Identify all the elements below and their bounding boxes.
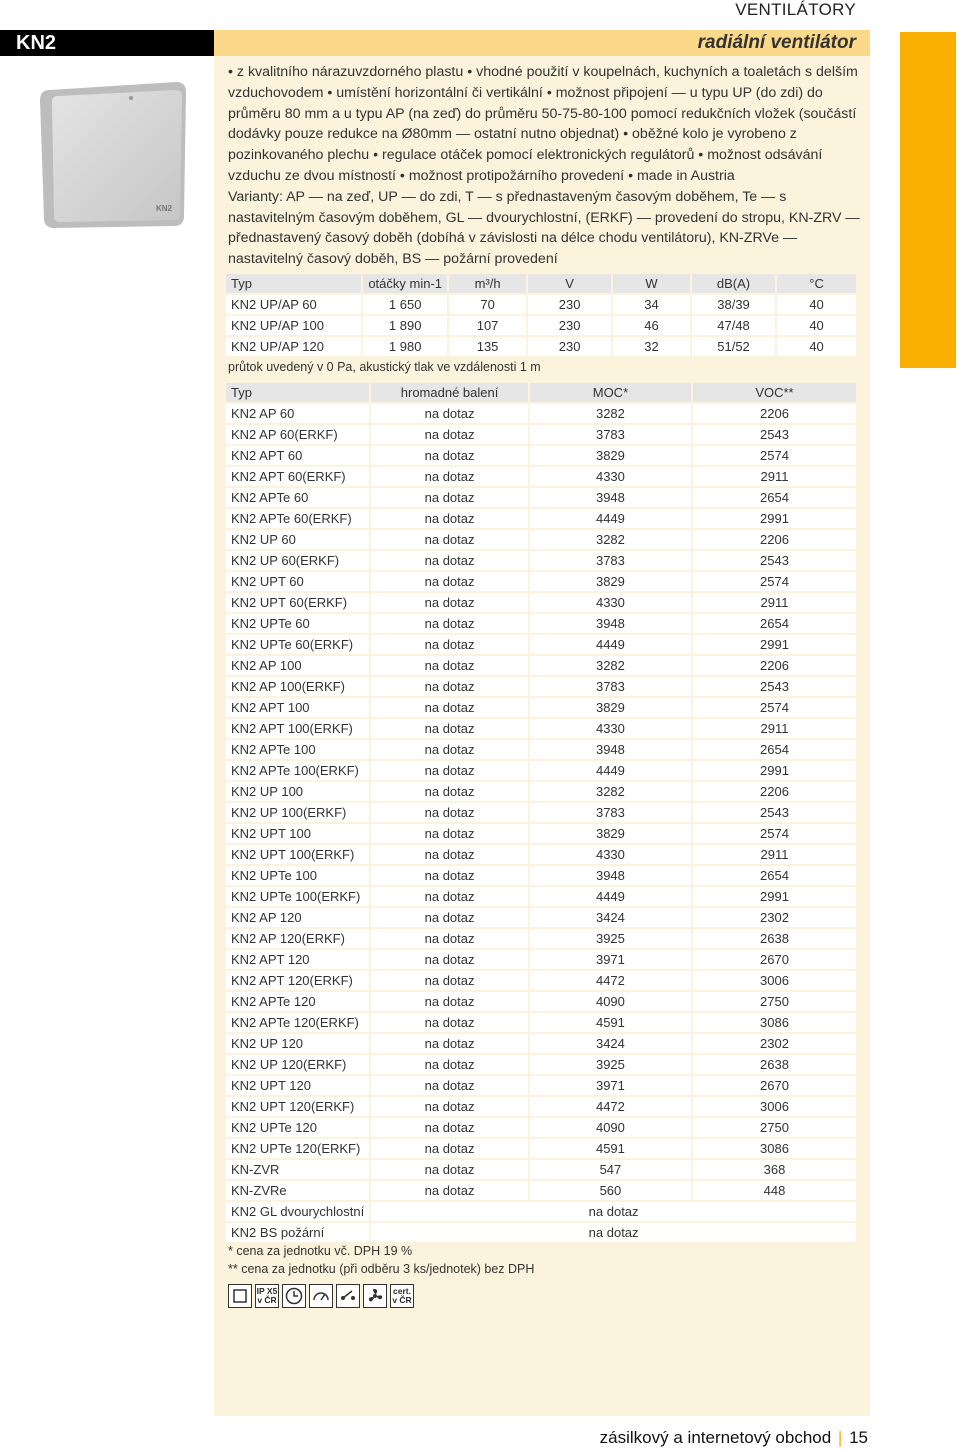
price-cell: 2206 bbox=[693, 782, 856, 801]
price-row bbox=[226, 1139, 856, 1158]
price-cell: 2574 bbox=[693, 446, 856, 465]
price-cell: 3424 bbox=[530, 1034, 693, 1053]
price-cell: 2911 bbox=[693, 719, 856, 738]
price-cell: na dotaz bbox=[371, 677, 530, 696]
price-cell: na dotaz bbox=[371, 992, 530, 1011]
price-cell: KN2 UP 100(ERKF) bbox=[226, 803, 371, 822]
price-cell: KN2 AP 100(ERKF) bbox=[226, 677, 371, 696]
price-cell: 2654 bbox=[693, 488, 856, 507]
price-body bbox=[226, 404, 856, 1242]
price-cell: 4330 bbox=[530, 467, 693, 486]
specs-cell: 32 bbox=[613, 337, 692, 356]
footer-text: zásilkový a internetový obchod bbox=[599, 1428, 832, 1447]
price-cell: KN2 APTe 60(ERKF) bbox=[226, 509, 371, 528]
price-cell: KN2 UPTe 60(ERKF) bbox=[226, 635, 371, 654]
price-cell: 2543 bbox=[693, 425, 856, 444]
price-row bbox=[226, 1034, 856, 1053]
price-cell: 3282 bbox=[530, 782, 693, 801]
specs-header-cell: dB(A) bbox=[692, 274, 777, 293]
price-cell: na dotaz bbox=[371, 824, 530, 843]
price-row bbox=[226, 971, 856, 990]
price-row bbox=[226, 551, 856, 570]
price-cell: KN2 UPTe 100 bbox=[226, 866, 371, 885]
price-cell: KN2 AP 60(ERKF) bbox=[226, 425, 371, 444]
specs-cell: 51/52 bbox=[692, 337, 777, 356]
price-cell: 2911 bbox=[693, 845, 856, 864]
specs-row bbox=[226, 337, 856, 356]
price-row bbox=[226, 698, 856, 717]
price-cell: 3948 bbox=[530, 740, 693, 759]
price-cell: na dotaz bbox=[371, 425, 530, 444]
price-cell: KN-ZVR bbox=[226, 1160, 371, 1179]
price-cell: na dotaz bbox=[371, 656, 530, 675]
price-cell: na dotaz bbox=[371, 572, 530, 591]
description bbox=[228, 62, 860, 270]
price-row bbox=[226, 782, 856, 801]
price-row bbox=[226, 530, 856, 549]
price-cell: na dotaz bbox=[371, 446, 530, 465]
price-cell: na dotaz bbox=[371, 803, 530, 822]
price-row bbox=[226, 1076, 856, 1095]
price-cell: na dotaz bbox=[371, 1055, 530, 1074]
price-cell: na dotaz bbox=[371, 1139, 530, 1158]
price-cell: na dotaz bbox=[371, 719, 530, 738]
price-row bbox=[226, 1181, 856, 1200]
price-row bbox=[226, 656, 856, 675]
price-cell: na dotaz bbox=[371, 530, 530, 549]
price-row bbox=[226, 488, 856, 507]
price-cell: na dotaz bbox=[371, 1160, 530, 1179]
price-cell: 547 bbox=[530, 1160, 693, 1179]
price-row bbox=[226, 887, 856, 906]
price-cell: na dotaz bbox=[371, 1181, 530, 1200]
page-number: 15 bbox=[849, 1428, 868, 1447]
price-row bbox=[226, 593, 856, 612]
specs-header-row bbox=[226, 274, 856, 293]
subtitle: radiální ventilátor bbox=[697, 32, 856, 53]
price-cell: 3829 bbox=[530, 572, 693, 591]
specs-cell: 107 bbox=[449, 316, 528, 335]
price-row bbox=[226, 866, 856, 885]
price-cell: KN2 UP 100 bbox=[226, 782, 371, 801]
specs-header-cell: V bbox=[528, 274, 613, 293]
price-cell: 2543 bbox=[693, 803, 856, 822]
price-cell: na dotaz bbox=[371, 467, 530, 486]
price-cell: KN2 UPTe 120 bbox=[226, 1118, 371, 1137]
price-cell: na dotaz bbox=[371, 698, 530, 717]
price-cell: KN2 APTe 100 bbox=[226, 740, 371, 759]
price-cell: na dotaz bbox=[371, 1118, 530, 1137]
price-row bbox=[226, 929, 856, 948]
price-cell: KN2 APTe 60 bbox=[226, 488, 371, 507]
price-cell: na dotaz bbox=[371, 1034, 530, 1053]
price-cell: 2654 bbox=[693, 866, 856, 885]
price-row bbox=[226, 404, 856, 423]
price-cell: 2750 bbox=[693, 1118, 856, 1137]
specs-header-cell: otáčky min-1 bbox=[363, 274, 449, 293]
price-cell: KN2 UPT 60(ERKF) bbox=[226, 593, 371, 612]
model-badge: KN2 bbox=[0, 30, 214, 56]
price-cell: 4472 bbox=[530, 971, 693, 990]
price-cell: na dotaz bbox=[371, 488, 530, 507]
product-image bbox=[36, 80, 196, 230]
price-cell: 3829 bbox=[530, 446, 693, 465]
specs-cell: 230 bbox=[528, 337, 613, 356]
price-cell: KN2 UP 120 bbox=[226, 1034, 371, 1053]
price-cell: 2302 bbox=[693, 908, 856, 927]
price-header-cell: VOC** bbox=[693, 383, 856, 402]
price-cell: 2670 bbox=[693, 1076, 856, 1095]
price-cell: na dotaz bbox=[371, 593, 530, 612]
specs-cell: 40 bbox=[777, 295, 856, 314]
price-table bbox=[226, 381, 856, 1244]
price-cell: KN2 UPT 120(ERKF) bbox=[226, 1097, 371, 1116]
price-row bbox=[226, 1160, 856, 1179]
price-row bbox=[226, 950, 856, 969]
price-cell: 3948 bbox=[530, 866, 693, 885]
price-cell: 4591 bbox=[530, 1139, 693, 1158]
price-cell: 3829 bbox=[530, 698, 693, 717]
price-row bbox=[226, 719, 856, 738]
price-cell: KN2 AP 120 bbox=[226, 908, 371, 927]
price-cell: na dotaz bbox=[371, 950, 530, 969]
price-cell: KN2 UPT 120 bbox=[226, 1076, 371, 1095]
price-cell: na dotaz bbox=[371, 635, 530, 654]
price-row bbox=[226, 1055, 856, 1074]
specs-cell: 38/39 bbox=[692, 295, 777, 314]
price-cell: 3282 bbox=[530, 530, 693, 549]
ipx5-icon: IP X5 v ČR bbox=[255, 1284, 279, 1308]
price-cell: 560 bbox=[530, 1181, 693, 1200]
price-cell: KN2 APT 100(ERKF) bbox=[226, 719, 371, 738]
price-cell: KN2 BS požární bbox=[226, 1223, 371, 1242]
price-row bbox=[226, 803, 856, 822]
price-cell: 2206 bbox=[693, 404, 856, 423]
price-special-row bbox=[226, 1202, 856, 1221]
specs-cell: 34 bbox=[613, 295, 692, 314]
fan-icon bbox=[363, 1284, 387, 1308]
price-cell: 4090 bbox=[530, 992, 693, 1011]
section-label: VENTILÁTORY bbox=[735, 0, 856, 19]
price-note-1: * cena za jednotku vč. DPH 19 % bbox=[228, 1244, 413, 1258]
price-row bbox=[226, 740, 856, 759]
specs-row bbox=[226, 316, 856, 335]
price-cell: na dotaz bbox=[371, 614, 530, 633]
side-accent-bar bbox=[900, 32, 956, 368]
product-image-label: KN2 bbox=[156, 204, 173, 213]
price-cell: 4449 bbox=[530, 761, 693, 780]
price-cell: 3925 bbox=[530, 929, 693, 948]
price-cell: 2638 bbox=[693, 1055, 856, 1074]
price-cell: KN-ZVRe bbox=[226, 1181, 371, 1200]
specs-header-cell: Typ bbox=[226, 274, 363, 293]
price-cell: KN2 APT 120(ERKF) bbox=[226, 971, 371, 990]
price-cell: 3783 bbox=[530, 803, 693, 822]
price-cell: 2991 bbox=[693, 761, 856, 780]
price-cell: na dotaz bbox=[371, 929, 530, 948]
specs-header-cell: W bbox=[613, 274, 692, 293]
price-cell: 2206 bbox=[693, 656, 856, 675]
price-cell: 2670 bbox=[693, 950, 856, 969]
price-cell: 2574 bbox=[693, 572, 856, 591]
price-row bbox=[226, 467, 856, 486]
price-cell: 3925 bbox=[530, 1055, 693, 1074]
price-cell: KN2 UP 60(ERKF) bbox=[226, 551, 371, 570]
price-cell: 4449 bbox=[530, 635, 693, 654]
price-cell: 4330 bbox=[530, 719, 693, 738]
price-cell: KN2 UPT 100(ERKF) bbox=[226, 845, 371, 864]
specs-cell: 230 bbox=[528, 295, 613, 314]
price-cell: 3424 bbox=[530, 908, 693, 927]
price-cell: na dotaz bbox=[371, 908, 530, 927]
price-cell: KN2 APT 100 bbox=[226, 698, 371, 717]
price-row bbox=[226, 572, 856, 591]
price-cell: 2543 bbox=[693, 551, 856, 570]
certificate-icon: cert. v ČR bbox=[390, 1284, 414, 1308]
price-header-row bbox=[226, 383, 856, 402]
price-cell: 2991 bbox=[693, 887, 856, 906]
price-cell: KN2 UPTe 120(ERKF) bbox=[226, 1139, 371, 1158]
price-cell: KN2 AP 120(ERKF) bbox=[226, 929, 371, 948]
specs-cell: 230 bbox=[528, 316, 613, 335]
price-cell: KN2 APT 120 bbox=[226, 950, 371, 969]
price-special-row bbox=[226, 1223, 856, 1242]
price-cell: 2543 bbox=[693, 677, 856, 696]
price-cell: na dotaz bbox=[371, 1223, 856, 1242]
specs-cell: 70 bbox=[449, 295, 528, 314]
price-cell: 448 bbox=[693, 1181, 856, 1200]
price-cell: 3971 bbox=[530, 950, 693, 969]
specs-cell: KN2 UP/AP 60 bbox=[226, 295, 363, 314]
price-cell: KN2 UP 60 bbox=[226, 530, 371, 549]
price-cell: KN2 APTe 120(ERKF) bbox=[226, 1013, 371, 1032]
price-row bbox=[226, 761, 856, 780]
price-cell: 3948 bbox=[530, 488, 693, 507]
description-text: • z kvalitního nárazuvzdorného plastu • vhodné použití v koupelnách, kuchyních a toaletách s delším vzduchovodem • umístění horizontální či vertikální • možnost připojení — u typu UP (do zdi) do průměru 80 mm a u typu AP (na zeď) do průměru 50-75-80-100 pomocí redukčních vložek (součástí dodávky pouze redukce na Ø80mm — ostatní nutno objednat) • oběžné kolo je vyrobeno z pozinkovaného plechu • regulace otáček pomocí elektronických regulátorů • možnost odsávání vzduchu ze dvou místností • možnost protipožárního provedení • made in Austria bbox=[228, 64, 858, 184]
specs-cell: 1 980 bbox=[363, 337, 449, 356]
specs-header-cell: m³/h bbox=[449, 274, 528, 293]
specs-header-cell: °C bbox=[777, 274, 856, 293]
specs-cell: 135 bbox=[449, 337, 528, 356]
header-band bbox=[214, 30, 870, 56]
price-cell: na dotaz bbox=[371, 404, 530, 423]
price-cell: 3971 bbox=[530, 1076, 693, 1095]
price-row bbox=[226, 1097, 856, 1116]
price-cell: na dotaz bbox=[371, 782, 530, 801]
price-cell: 4090 bbox=[530, 1118, 693, 1137]
price-cell: na dotaz bbox=[371, 740, 530, 759]
price-cell: 2302 bbox=[693, 1034, 856, 1053]
price-cell: KN2 APT 60(ERKF) bbox=[226, 467, 371, 486]
price-cell: 368 bbox=[693, 1160, 856, 1179]
price-row bbox=[226, 992, 856, 1011]
switch-icon bbox=[336, 1284, 360, 1308]
price-cell: 3783 bbox=[530, 425, 693, 444]
specs-cell: 40 bbox=[777, 337, 856, 356]
price-cell: 2911 bbox=[693, 593, 856, 612]
price-cell: KN2 APTe 100(ERKF) bbox=[226, 761, 371, 780]
price-cell: 3086 bbox=[693, 1139, 856, 1158]
price-cell: KN2 GL dvourychlostní bbox=[226, 1202, 371, 1221]
price-header-cell: Typ bbox=[226, 383, 371, 402]
price-cell: 4330 bbox=[530, 593, 693, 612]
price-note-2: ** cena za jednotku (při odběru 3 ks/jednotek) bez DPH bbox=[228, 1262, 535, 1276]
price-cell: 3783 bbox=[530, 677, 693, 696]
footer-separator: | bbox=[833, 1428, 848, 1447]
price-cell: 2638 bbox=[693, 929, 856, 948]
price-cell: na dotaz bbox=[371, 971, 530, 990]
price-cell: KN2 UP 120(ERKF) bbox=[226, 1055, 371, 1074]
price-cell: na dotaz bbox=[371, 1202, 856, 1221]
specs-note: průtok uvedený v 0 Pa, akustický tlak ve vzdálenosti 1 m bbox=[228, 360, 541, 374]
price-cell: KN2 AP 100 bbox=[226, 656, 371, 675]
price-cell: na dotaz bbox=[371, 509, 530, 528]
price-row bbox=[226, 845, 856, 864]
price-cell: 2991 bbox=[693, 635, 856, 654]
specs-cell: 1 890 bbox=[363, 316, 449, 335]
specs-body bbox=[226, 295, 856, 356]
price-cell: 2654 bbox=[693, 614, 856, 633]
price-cell: 3282 bbox=[530, 404, 693, 423]
price-cell: 2750 bbox=[693, 992, 856, 1011]
price-row bbox=[226, 446, 856, 465]
specs-cell: 46 bbox=[613, 316, 692, 335]
price-cell: 2574 bbox=[693, 698, 856, 717]
price-cell: 3006 bbox=[693, 1097, 856, 1116]
price-cell: na dotaz bbox=[371, 1076, 530, 1095]
price-cell: 2991 bbox=[693, 509, 856, 528]
price-cell: 4449 bbox=[530, 887, 693, 906]
price-cell: 3086 bbox=[693, 1013, 856, 1032]
price-row bbox=[226, 1013, 856, 1032]
price-row bbox=[226, 824, 856, 843]
price-cell: 2206 bbox=[693, 530, 856, 549]
speed-control-icon bbox=[309, 1284, 333, 1308]
price-row bbox=[226, 677, 856, 696]
specs-cell: KN2 UP/AP 100 bbox=[226, 316, 363, 335]
price-cell: 3282 bbox=[530, 656, 693, 675]
specs-cell: 47/48 bbox=[692, 316, 777, 335]
price-header-cell: MOC* bbox=[530, 383, 693, 402]
price-cell: KN2 UPTe 100(ERKF) bbox=[226, 887, 371, 906]
price-cell: na dotaz bbox=[371, 761, 530, 780]
specs-cell: 1 650 bbox=[363, 295, 449, 314]
specs-table bbox=[226, 272, 856, 358]
price-cell: 2574 bbox=[693, 824, 856, 843]
price-cell: KN2 UPTe 60 bbox=[226, 614, 371, 633]
price-row bbox=[226, 614, 856, 633]
price-cell: 4591 bbox=[530, 1013, 693, 1032]
price-cell: 3829 bbox=[530, 824, 693, 843]
price-row bbox=[226, 635, 856, 654]
price-row bbox=[226, 509, 856, 528]
price-cell: 3783 bbox=[530, 551, 693, 570]
price-cell: 4449 bbox=[530, 509, 693, 528]
price-cell: na dotaz bbox=[371, 866, 530, 885]
price-cell: 4330 bbox=[530, 845, 693, 864]
price-cell: na dotaz bbox=[371, 1097, 530, 1116]
price-cell: KN2 APTe 120 bbox=[226, 992, 371, 1011]
specs-cell: 40 bbox=[777, 316, 856, 335]
price-cell: KN2 UPT 60 bbox=[226, 572, 371, 591]
price-cell: 3006 bbox=[693, 971, 856, 990]
price-cell: na dotaz bbox=[371, 1013, 530, 1032]
price-cell: KN2 AP 60 bbox=[226, 404, 371, 423]
price-header-cell: hromadné balení bbox=[371, 383, 530, 402]
footer bbox=[600, 1428, 868, 1448]
price-cell: 3948 bbox=[530, 614, 693, 633]
price-row bbox=[226, 1118, 856, 1137]
price-cell: na dotaz bbox=[371, 845, 530, 864]
variants-text: Varianty: AP — na zeď, UP — do zdi, T — s přednastaveným časovým doběhem, Te — s nastavitelným časovým doběhem, GL — dvourychlostní, (ERKF) — provedení do stropu, KN-ZRV — přednastavený časový doběh (dobíhá v závislosti na délce chodu ventilátoru), KN-ZRVe — nastavitelný časový doběh, BS — požární provedení bbox=[228, 188, 860, 268]
specs-cell: KN2 UP/AP 120 bbox=[226, 337, 363, 356]
specs-row bbox=[226, 295, 856, 314]
feature-icons bbox=[228, 1284, 414, 1308]
price-cell: 2911 bbox=[693, 467, 856, 486]
timer-icon bbox=[282, 1284, 306, 1308]
square-mount-icon bbox=[228, 1284, 252, 1308]
price-row bbox=[226, 425, 856, 444]
price-cell: KN2 APT 60 bbox=[226, 446, 371, 465]
price-cell: na dotaz bbox=[371, 551, 530, 570]
price-cell: na dotaz bbox=[371, 887, 530, 906]
price-cell: 2654 bbox=[693, 740, 856, 759]
price-row bbox=[226, 908, 856, 927]
price-cell: 4472 bbox=[530, 1097, 693, 1116]
price-cell: KN2 UPT 100 bbox=[226, 824, 371, 843]
